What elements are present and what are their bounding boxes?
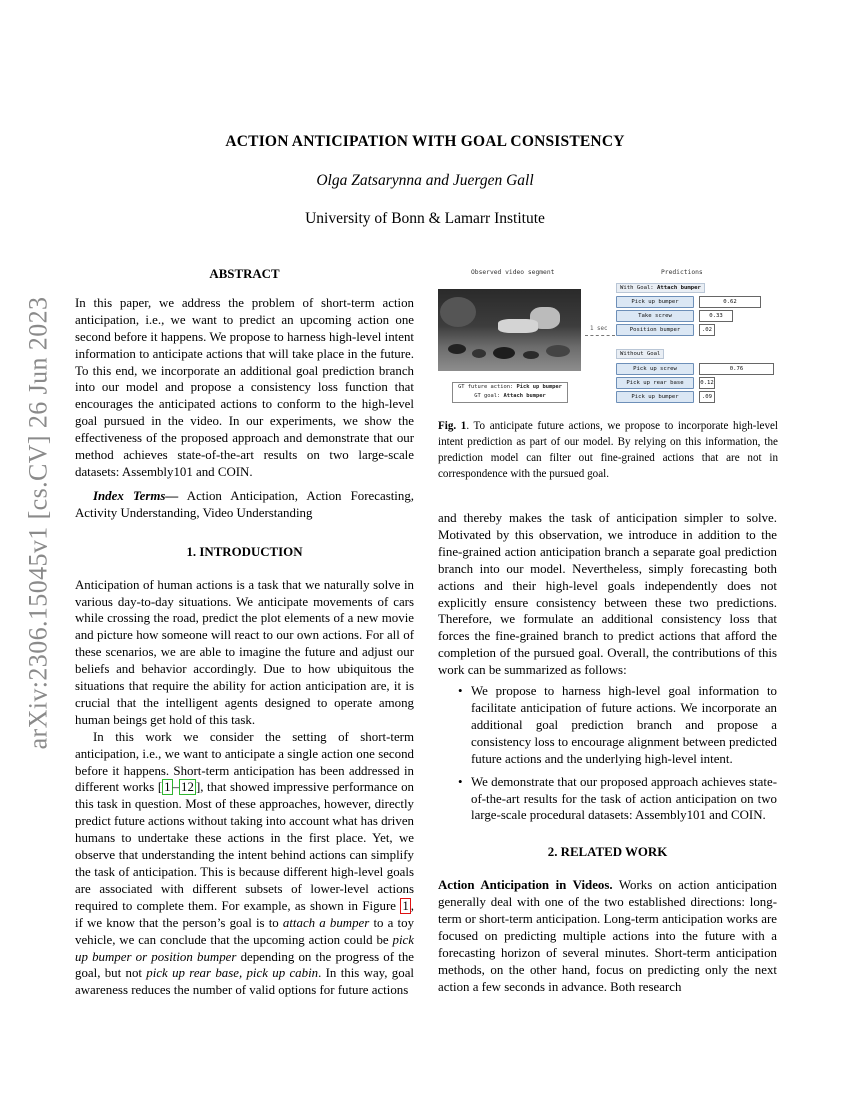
figure-link[interactable]: 1 bbox=[402, 898, 409, 913]
time-gap-label: 1 sec bbox=[590, 326, 608, 332]
figure-caption bbox=[438, 419, 778, 483]
prediction-score: 0.33 bbox=[699, 310, 733, 322]
intro-paragraph-2 bbox=[75, 729, 414, 1000]
gt-goal-label: GT goal: bbox=[474, 392, 504, 399]
related-runin: Action Anticipation in Videos. bbox=[438, 878, 613, 893]
prediction-action: Pick up screw bbox=[616, 363, 694, 375]
citation-dash: – bbox=[172, 780, 180, 795]
citation-link[interactable]: 12 bbox=[181, 780, 194, 795]
observed-segment-label: Observed video segment bbox=[471, 269, 555, 276]
intro-p2-text-e: depending on the progress of the goal, but not bbox=[75, 949, 414, 981]
index-terms bbox=[75, 488, 414, 522]
abstract-text: In this paper, we address the problem of short-term action anticipation, i.e., we want to predict an upcoming action one second before it happens. We propose to harness high-level intent information to anticipate actions that will take place in the future. To this end, we incorporate an additional goal prediction branch into our model and propose a consistency loss function that encourages the anticipated actions to conform to the high-level goal pursued in the video. In our experiments, we show the effectiveness of the proposed approach and demonstrate that our method achieves state-of-the-art results on two large-scale datasets: Assembly101 and COIN. bbox=[75, 295, 414, 479]
intro-p2-text-d: to a toy vehicle, we can conclude that the upcoming action could be bbox=[75, 915, 415, 947]
paper-title: ACTION ANTICIPATION WITH GOAL CONSISTENCY bbox=[225, 133, 625, 150]
contributions-list bbox=[438, 683, 777, 824]
with-goal-value: Attach bumper bbox=[657, 285, 701, 291]
prediction-score: 0.62 bbox=[699, 296, 761, 308]
left-column bbox=[75, 266, 414, 999]
index-terms-text: Action Anticipation, Action Forecasting, Activity Understanding, Video Understanding bbox=[75, 488, 415, 520]
with-goal-label: With Goal: bbox=[620, 285, 658, 291]
prediction-score: .09 bbox=[699, 391, 715, 403]
prediction-score: 0.12 bbox=[699, 377, 715, 389]
related-work-paragraph bbox=[438, 877, 777, 995]
intro-p2-text-b: ], that showed impressive performance on this task in question. Most of these approaches, however, directly predict future actions without taking into account what has driven humans to undertake these actions in the first place. Yet, we observe that understanding the intent behind actions can simplify the task of anticipation. This is because different high-level goals are associated with different subsets of lower-level actions required to complete them. For example, as shown in Figure bbox=[75, 780, 415, 913]
gt-action-value: Pick up bumper bbox=[516, 384, 562, 390]
time-gap-arrow bbox=[585, 335, 615, 336]
arxiv-stamp bbox=[18, 295, 58, 750]
list-item: • We demonstrate that our proposed approach achieves state-of-the-art results for the task of action anticipation on two large-scale procedural datasets: Assembly101 and COIN. bbox=[471, 774, 777, 825]
prediction-score: .02 bbox=[699, 324, 715, 336]
prediction-action: Pick up bumper bbox=[616, 391, 694, 403]
intro-heading: 1. INTRODUCTION bbox=[186, 544, 303, 559]
prediction-action: Pick up bumper bbox=[616, 296, 694, 308]
right-column bbox=[438, 510, 777, 996]
gt-action-label: GT future action: bbox=[458, 384, 517, 390]
intro-emphasis: pick up rear base, pick up cabin bbox=[146, 966, 319, 981]
intro-emphasis: attach a bumper bbox=[282, 915, 370, 930]
prediction-action: Take screw bbox=[616, 310, 694, 322]
list-item: • We propose to harness high-level goal information to facilitate anticipation of future actions. We incorporate an additional goal prediction branch and propose a consistency loss to encourage alignment between predicted future actions and the underlying high-level intent. bbox=[471, 683, 777, 768]
without-goal-header: Without Goal bbox=[616, 349, 664, 359]
intro-p2-text-a: In this work we consider the setting of short-term anticipation, i.e., we want to anticipate a single action one second before it happens. Short-term anticipation has been addressed in different works [ bbox=[75, 729, 414, 795]
related-work-heading: 2. RELATED WORK bbox=[547, 845, 668, 860]
intro-emphasis: pick up bumper or position bumper bbox=[75, 932, 414, 964]
prediction-action: Pick up rear base bbox=[616, 377, 694, 389]
paper-affiliation: University of Bonn & Lamarr Institute bbox=[305, 210, 545, 227]
caption-text: . To anticipate future actions, we propose to incorporate high-level intent prediction as part of our model. By relying on this information, the prediction model can filter out fine-grained actions that are not in correspondence with the pursued goal. bbox=[438, 420, 778, 480]
predictions-label: Predictions bbox=[661, 269, 703, 276]
right-paragraph-1: and thereby makes the task of anticipation simpler to solve. Motivated by this observation, we introduce in addition to the fine-grained action anticipation branch a separate goal prediction branch into our model. Nevertheless, simply forecasting both actions and their high-level goals independently does not explicitly ensure consistency between these two predictions. Therefore, we formulate an additional consistency loss that forces the fine-grained branch to predict actions that afford the completion of the pursued goal. Overall, the contributions of this work can be summarized as follows: bbox=[438, 511, 777, 678]
prediction-action: Position bumper bbox=[616, 324, 694, 336]
prediction-score: 0.76 bbox=[699, 363, 774, 375]
ground-truth-box bbox=[452, 382, 568, 403]
caption-label: Fig. 1 bbox=[438, 420, 467, 432]
index-terms-label: Index Terms— bbox=[93, 488, 179, 503]
video-frame bbox=[438, 289, 581, 371]
figure-1 bbox=[438, 266, 780, 406]
intro-p2-text-c: , if we know that the person’s goal is to bbox=[75, 898, 414, 930]
intro-paragraph-1: Anticipation of human actions is a task that we naturally solve in various day-to-day situations. We anticipate movements of cars while crossing the road, predict the plot elements of a new movie and picture how someone will react to our own actions. For all of these scenarios, we are able to imagine the future and adjust our beliefs and behavior accordingly. Due to how ubiquitous the situations that require the ability for action anticipation are, it is crucial that the intelligent agents designed to operate among human beings get hold of this task. bbox=[75, 577, 414, 727]
abstract-heading: ABSTRACT bbox=[209, 267, 280, 281]
related-text: Works on action anticipation generally deal with one of the two established directions: long-term or short-term anticipation. Long-term anticipation works are focused on predicting multiple actions into the future with a forecasting horizon of several minutes. Short-term anticipation methods, on the other hand, focus on predicting only the next action a few seconds in advance. Both research bbox=[438, 878, 777, 994]
with-goal-header bbox=[616, 283, 705, 293]
intro-p2-text-f: . In this way, goal awareness reduces the number of valid options for future actions bbox=[75, 966, 414, 998]
citation-link[interactable]: 1 bbox=[164, 780, 171, 795]
arxiv-id: arXiv:2306.15045v1 [cs.CV] 26 Jun 2023 bbox=[23, 296, 52, 749]
paper-authors: Olga Zatsarynna and Juergen Gall bbox=[316, 172, 534, 189]
gt-goal-value: Attach bumper bbox=[503, 392, 546, 399]
